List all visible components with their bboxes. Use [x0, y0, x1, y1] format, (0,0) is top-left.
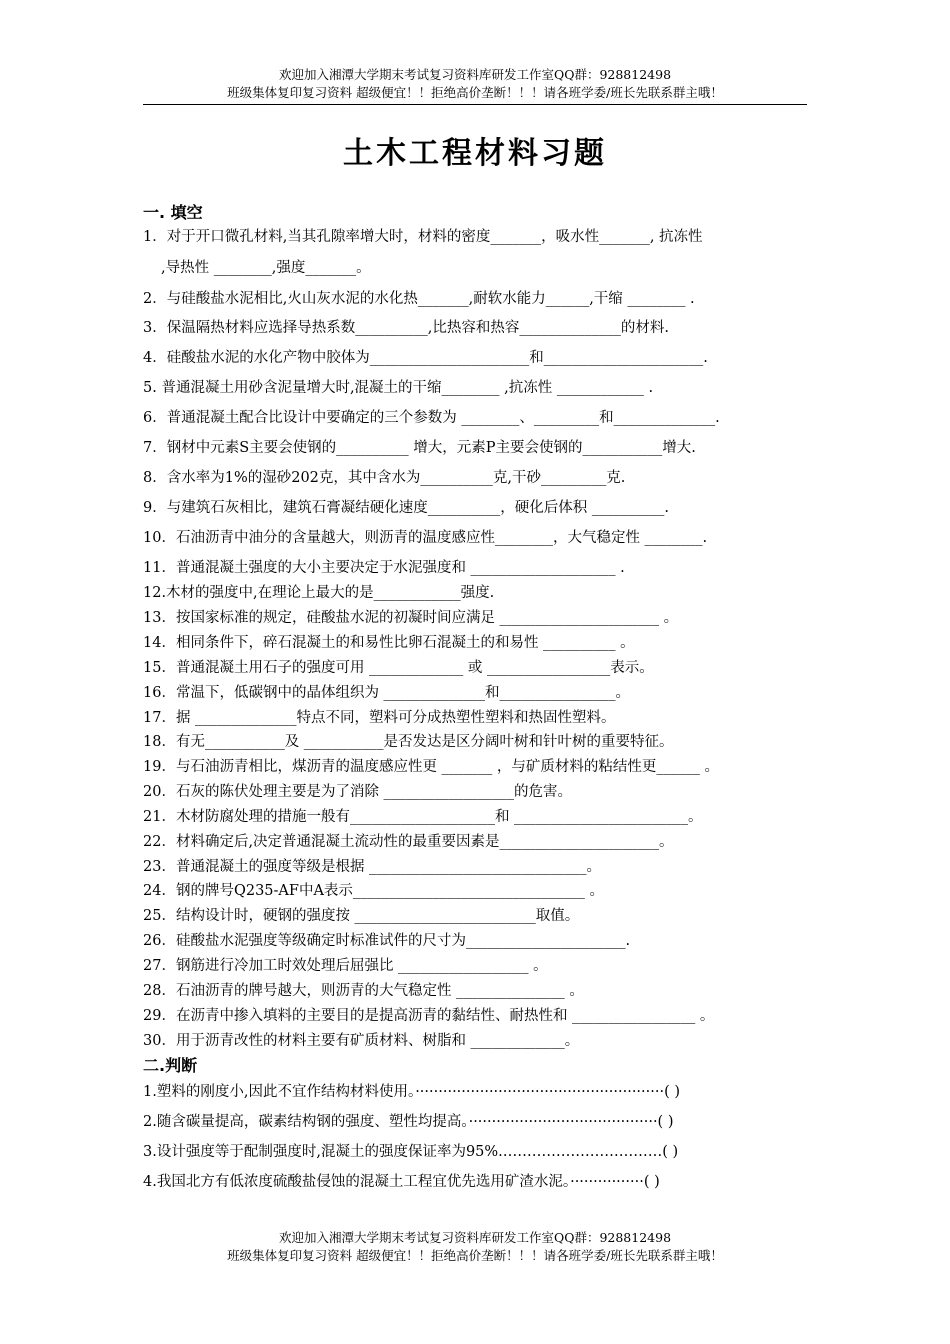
question-2: 2．与硅酸盐水泥相比,火山灰水泥的水化热_______,耐软水能力______,干缩 ________ .: [143, 291, 695, 307]
judgement-1: 1.塑料的刚度小,因此不宜作结构材料使用。······················································( ): [143, 1084, 681, 1100]
question-8: 8．含水率为1%的湿砂202克，其中含水为__________克,干砂_________克.: [143, 470, 626, 486]
question-14: 14．相同条件下，碎石混凝土的和易性比卵石混凝土的和易性 __________ 。: [143, 635, 635, 651]
question-25: 25．结构设计时，硬钢的强度按 _________________________取值。: [143, 908, 580, 924]
question-5: 5. 普通混凝土用砂含泥量增大时,混凝土的干缩________ ,抗冻性 ____________ .: [143, 380, 654, 396]
question-23: 23．普通混凝土的强度等级是根据 ______________________________。: [143, 859, 602, 875]
header-line-1: 欢迎加入湘潭大学期末考试复习资料库研发工作室QQ群：928812498: [278, 67, 672, 82]
judgement-2: 2.随含碳量提高，碳素结构钢的强度、塑性均提高。·········································( ): [143, 1114, 674, 1130]
question-26: 26．硅酸盐水泥强度等级确定时标准试件的尺寸为______________________.: [143, 933, 631, 949]
footer-line-1: 欢迎加入湘潭大学期末考试复习资料库研发工作室QQ群：928812498: [278, 1230, 672, 1245]
question-28: 28．石油沥青的牌号越大，则沥青的大气稳定性 _______________ 。: [143, 983, 584, 999]
question-1-line-2: ,导热性 ________,强度_______。: [161, 260, 371, 276]
section-fill-blank-heading: 一. 填空: [143, 203, 203, 222]
page-header: [143, 66, 807, 102]
judgement-4: 4.我国北方有低浓度硫酸盐侵蚀的混凝土工程宜优先选用矿渣水泥。················( ): [143, 1174, 660, 1190]
question-10: 10．石油沥青中油分的含量越大，则沥青的温度感应性________，大气稳定性 ________.: [143, 530, 708, 546]
question-13: 13．按国家标准的规定，硅酸盐水泥的初凝时间应满足 ______________________ 。: [143, 610, 679, 626]
question-20: 20．石灰的陈伏处理主要是为了消除 __________________的危害。: [143, 784, 573, 800]
footer-line-2: 班级集体复印复习资料 超级便宜！！拒绝高价垄断！！！请各班学委/班长先联系群主哦！: [227, 1248, 723, 1263]
question-30: 30．用于沥青改性的材料主要有矿质材料、树脂和 _____________。: [143, 1033, 580, 1049]
page-footer: [143, 1229, 807, 1265]
question-3: 3．保温隔热材料应选择导热系数__________,比热容和热容______________的材料.: [143, 320, 669, 336]
question-1-line-1: 1．对于开口微孔材料,当其孔隙率增大时，材料的密度_______，吸水性_______, 抗冻性: [143, 229, 703, 245]
section-judgement-heading: 二.判断: [143, 1056, 198, 1075]
question-9: 9．与建筑石灰相比，建筑石膏凝结硬化速度__________，硬化后体积 __________.: [143, 500, 669, 516]
page-title: 土木工程材料习题: [343, 136, 607, 171]
question-7: 7．钢材中元素S主要会使钢的__________ 增大，元素P主要会使钢的___________增大.: [143, 440, 696, 456]
question-11: 11．普通混凝土强度的大小主要决定于水泥强度和 ____________________ .: [143, 560, 625, 576]
question-29: 29．在沥青中掺入填料的主要目的是提高沥青的黏结性、耐热性和 _________________ 。: [143, 1008, 715, 1024]
question-24: 24．钢的牌号Q235-AF中A表示________________________________ 。: [143, 883, 605, 899]
header-line-2: 班级集体复印复习资料 超级便宜！！拒绝高价垄断！！！请各班学委/班长先联系群主哦！: [227, 85, 723, 100]
question-27: 27．钢筋进行冷加工时效处理后屈强比 __________________ 。: [143, 958, 548, 974]
question-22: 22．材料确定后,决定普通混凝土流动性的最重要因素是______________________。: [143, 834, 674, 850]
question-4: 4．硅酸盐水泥的水化产物中胶体为______________________和______________________.: [143, 350, 708, 366]
question-15: 15．普通混凝土用石子的强度可用 _____________ 或 _________________表示。: [143, 660, 654, 676]
judgement-3: 3.设计强度等于配制强度时,混凝土的强度保证率为95%.……………………………( ): [143, 1144, 679, 1160]
question-18: 18．有无___________及 ___________是否发达是区分阔叶树和针叶树的重要特征。: [143, 734, 674, 750]
question-12: 12.木材的强度中,在理论上最大的是____________强度.: [143, 585, 495, 601]
question-21: 21．木材防腐处理的措施一般有____________________和 ________________________。: [143, 809, 703, 825]
header-divider: [143, 104, 807, 105]
question-17: 17．据 ______________特点不同，塑料可分成热塑性塑料和热固性塑料。: [143, 710, 616, 726]
question-16: 16．常温下，低碳钢中的晶体组织为 ______________和________________。: [143, 685, 631, 701]
question-19: 19．与石油沥青相比，煤沥青的温度感应性更 _______ ，与矿质材料的粘结性更______ 。: [143, 759, 720, 775]
question-6: 6．普通混凝土配合比设计中要确定的三个参数为 ________、_________和______________.: [143, 410, 720, 426]
